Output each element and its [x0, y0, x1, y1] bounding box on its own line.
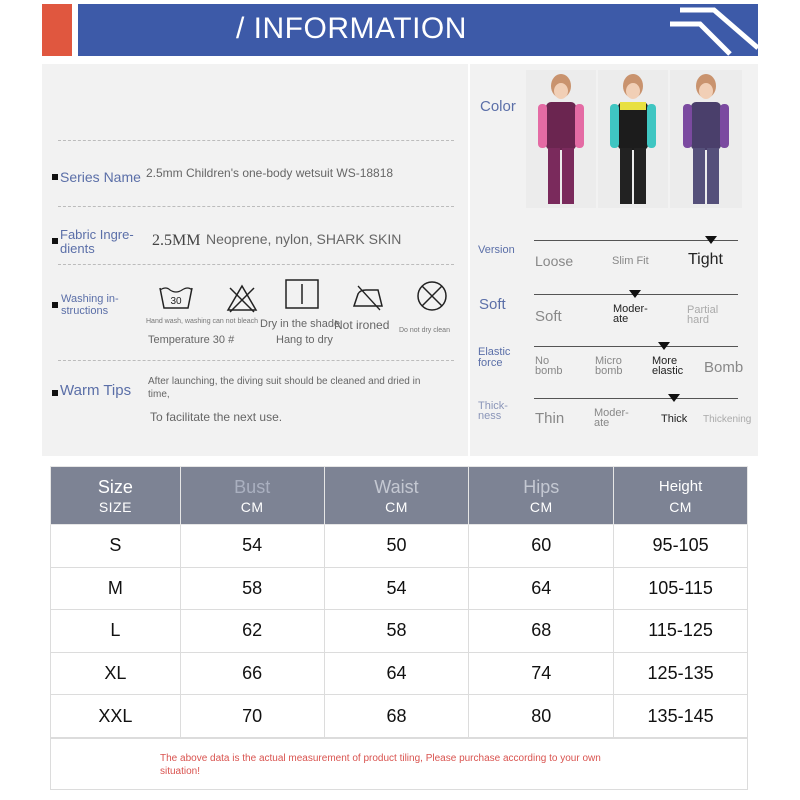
- softness-marker: [629, 290, 641, 298]
- table-cell: 115-125: [614, 610, 748, 653]
- thickness-option-selected: Thick: [661, 413, 688, 425]
- washing-label: Washing in-: [61, 293, 119, 305]
- softness-option: Soft: [535, 308, 562, 325]
- wetsuit-purple-photo: [670, 70, 742, 208]
- table-cell: 80: [469, 695, 614, 738]
- table-cell: 54: [180, 525, 324, 568]
- table-cell: 135-145: [614, 695, 748, 738]
- height-column-header: Height CM: [614, 467, 748, 525]
- table-cell: L: [51, 610, 181, 653]
- thickness-scale: [534, 398, 738, 399]
- no-bleach-icon: [224, 282, 260, 314]
- table-cell: 105-115: [614, 567, 748, 610]
- wash-temperature: Temperature 30 #: [148, 334, 235, 346]
- wash-caption: Hand wash, washing can not bleach: [146, 318, 259, 325]
- header-red-block: [42, 4, 72, 56]
- fabric-label: Fabric Ingre-: [60, 227, 134, 242]
- version-option: Slim Fit: [612, 255, 649, 267]
- thickness-label-cont: ness: [478, 410, 502, 422]
- size-column-header: Size SIZE: [51, 467, 181, 525]
- measurement-note: The above data is the actual measurement of product tiling, Please purchase according to your own situation!: [160, 753, 601, 777]
- divider: [58, 360, 454, 361]
- table-row: [51, 610, 748, 653]
- version-label: Version: [478, 244, 515, 256]
- table-cell: 50: [324, 525, 469, 568]
- not-ironed-caption: Not ironed: [334, 318, 390, 332]
- table-cell: 58: [324, 610, 469, 653]
- version-marker: [705, 236, 717, 244]
- bullet-icon: [52, 238, 58, 244]
- table-cell: 64: [324, 652, 469, 695]
- size-chart-table: [50, 466, 748, 738]
- elastic-option: Bomb: [704, 359, 744, 376]
- table-cell: 58: [180, 567, 324, 610]
- elastic-option: Micro bomb: [595, 355, 623, 377]
- divider: [58, 206, 454, 207]
- svg-text:30: 30: [170, 296, 182, 307]
- divider: [58, 264, 454, 265]
- table-row: [51, 652, 748, 695]
- bust-column-header: Bust CM: [180, 467, 324, 525]
- table-row: [51, 695, 748, 738]
- elastic-scale: [534, 346, 738, 347]
- table-cell: 70: [180, 695, 324, 738]
- version-option: Loose: [535, 253, 574, 269]
- softness-label: Soft: [479, 296, 506, 313]
- table-cell: 64: [469, 567, 614, 610]
- table-cell: 95-105: [614, 525, 748, 568]
- warm-tips-text-cont: time,: [148, 389, 170, 400]
- page-title: / INFORMATION: [236, 12, 467, 45]
- elastic-label-cont: force: [478, 357, 503, 369]
- header-stripes-decoration: [670, 4, 758, 56]
- table-row: [51, 525, 748, 568]
- warm-tips-text: After launching, the diving suit should be cleaned and dried in: [148, 376, 421, 387]
- no-iron-icon: [350, 282, 386, 314]
- table-cell: 62: [180, 610, 324, 653]
- table-cell: 125-135: [614, 652, 748, 695]
- table-cell: 68: [469, 610, 614, 653]
- version-option-selected: Tight: [688, 251, 723, 268]
- divider: [58, 140, 454, 141]
- series-name-label: Series Name: [60, 169, 141, 185]
- table-row: [51, 567, 748, 610]
- hang-dry-caption: Hang to dry: [276, 334, 333, 346]
- bullet-icon: [52, 174, 58, 180]
- thickness-label: Thick-: [478, 400, 508, 412]
- table-cell: 68: [324, 695, 469, 738]
- elastic-option: No bomb: [535, 355, 563, 377]
- waist-column-header: Waist CM: [324, 467, 469, 525]
- hips-column-header: Hips CM: [469, 467, 614, 525]
- no-dry-clean-icon: [414, 280, 450, 312]
- warm-tips-text-2: To facilitate the next use.: [150, 410, 283, 424]
- thickness-marker: [668, 394, 680, 402]
- softness-option: Partial hard: [687, 304, 719, 326]
- bullet-icon: [52, 302, 58, 308]
- no-dry-clean-caption: Do not dry clean: [399, 327, 450, 334]
- bullet-icon: [52, 390, 58, 396]
- table-cell: 66: [180, 652, 324, 695]
- elastic-marker: [658, 342, 670, 350]
- thickness-option: Thickening: [703, 414, 752, 425]
- dry-shade-caption: Dry in the shade: [260, 318, 341, 330]
- warm-tips-label: Warm Tips: [60, 382, 132, 399]
- softness-option-selected: Moder-ate: [613, 303, 648, 325]
- elastic-label: Elastic: [478, 346, 511, 358]
- size-table-header-row: [51, 467, 748, 525]
- table-cell: XXL: [51, 695, 181, 738]
- table-cell: 54: [324, 567, 469, 610]
- fabric-value: Neoprene, nylon, SHARK SKIN: [206, 231, 402, 247]
- color-label: Color: [480, 98, 516, 115]
- elastic-option-selected: More elastic: [652, 355, 684, 377]
- dry-in-shade-icon: [284, 278, 320, 310]
- fabric-thickness: 2.5MM: [152, 232, 201, 249]
- table-cell: M: [51, 567, 181, 610]
- washing-label-cont: structions: [61, 305, 109, 317]
- hand-wash-30-icon: [158, 282, 194, 314]
- thickness-option: Moder-ate: [594, 407, 629, 429]
- thickness-option: Thin: [535, 410, 565, 427]
- fabric-label-cont: dients: [60, 241, 95, 256]
- table-cell: 74: [469, 652, 614, 695]
- series-name-value: 2.5mm Children's one-body wetsuit WS-18818: [146, 166, 394, 180]
- table-cell: 60: [469, 525, 614, 568]
- table-cell: XL: [51, 652, 181, 695]
- table-cell: S: [51, 525, 181, 568]
- wetsuit-pink-photo: [526, 70, 596, 208]
- wetsuit-teal-photo: [598, 70, 668, 208]
